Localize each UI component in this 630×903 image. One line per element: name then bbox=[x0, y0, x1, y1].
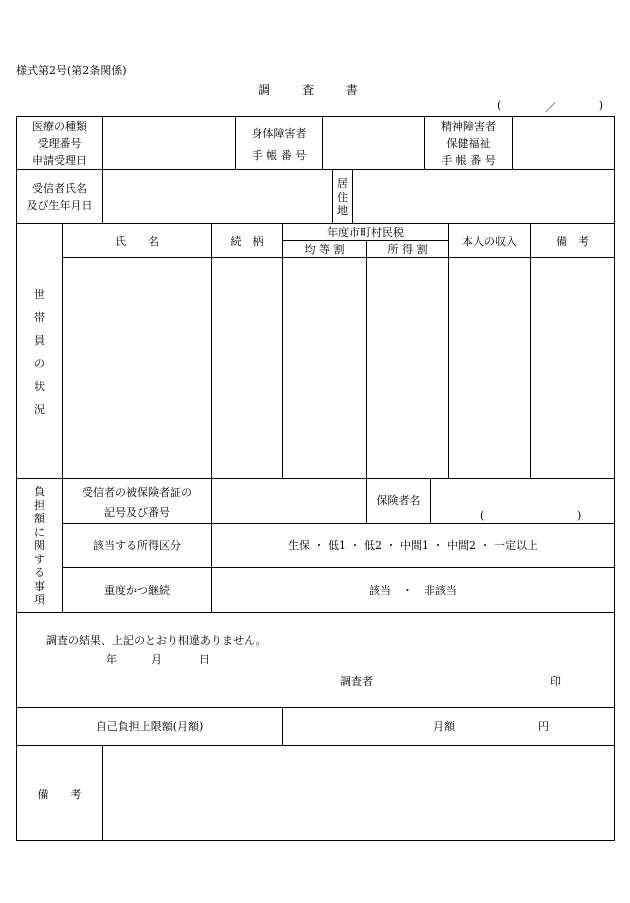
insurance-card-label-1: 受信者の被保険者証の bbox=[82, 486, 192, 499]
col-tax: 年度市町村民税 bbox=[327, 226, 404, 239]
burden-side-char-4: に bbox=[34, 525, 45, 539]
seal-label: 印 bbox=[550, 675, 561, 688]
mental-cert-label-2: 保健福祉 bbox=[446, 137, 491, 151]
household-side-char-1: 世 bbox=[34, 288, 45, 301]
household-side-char-5: 状 bbox=[34, 380, 45, 393]
medical-type-cell bbox=[17, 118, 102, 169]
burden-side-char-2: 担 bbox=[34, 498, 45, 512]
insurer-paren-open: ( bbox=[480, 509, 485, 522]
income-class-options[interactable]: 生保 ・ 低1 ・ 低2 ・ 中間1 ・ 中間2 ・ 一定以上 bbox=[288, 539, 538, 552]
mental-cert-label-3: 手 帳 番 号 bbox=[441, 154, 496, 168]
disability-cert-input[interactable] bbox=[323, 117, 424, 169]
household-side-char-2: 帯 bbox=[34, 311, 45, 324]
mental-cert-cell bbox=[425, 118, 512, 169]
residence-char-2: 住 bbox=[337, 190, 348, 204]
insurer-paren-close: ) bbox=[577, 509, 582, 522]
certification-statement: 調査の結果、上記のとおり相違ありません。 bbox=[46, 634, 267, 647]
household-side-char-6: 況 bbox=[34, 403, 45, 416]
burden-side-char-5: 関 bbox=[34, 539, 45, 552]
insurer-name-input[interactable] bbox=[431, 479, 614, 523]
burden-side-char-1: 負 bbox=[34, 485, 45, 498]
monthly-label: 月額 bbox=[433, 720, 455, 733]
insurance-card-label-2: 記号及び番号 bbox=[104, 506, 170, 519]
monthly-amount-input[interactable] bbox=[460, 712, 535, 738]
household-side-label bbox=[17, 283, 62, 421]
application-date-label: 申請受理日 bbox=[32, 154, 87, 168]
household-side-char-4: の bbox=[34, 357, 45, 370]
col-relation: 続 柄 bbox=[230, 235, 264, 248]
residence-char-1: 居 bbox=[337, 177, 348, 190]
insurance-card-cell bbox=[63, 483, 211, 523]
burden-side-char-6: す bbox=[34, 552, 45, 566]
page-title: 調 査 書 bbox=[258, 83, 372, 97]
disability-cert-cell bbox=[236, 123, 322, 167]
residence-char-3: 地 bbox=[337, 204, 348, 217]
household-members-area[interactable] bbox=[63, 258, 614, 478]
residence-label bbox=[333, 177, 352, 218]
residence-input[interactable] bbox=[353, 170, 614, 223]
insurer-name-label: 保険者名 bbox=[376, 494, 421, 507]
disability-cert-label-2: 手 帳 番 号 bbox=[251, 149, 307, 162]
cert-date-year: 年 bbox=[106, 653, 117, 666]
cert-date-day: 日 bbox=[199, 653, 210, 666]
burden-side-char-7: る bbox=[34, 566, 45, 579]
burden-side-char-9: 項 bbox=[34, 593, 45, 606]
col-tax-income: 所 得 割 bbox=[387, 243, 428, 256]
yen-label: 円 bbox=[538, 720, 549, 733]
household-side-char-3: 員 bbox=[34, 334, 45, 347]
recipient-input[interactable] bbox=[103, 170, 332, 223]
col-name: 氏 名 bbox=[115, 235, 159, 248]
recipient-label-2: 及び生年月日 bbox=[26, 199, 93, 213]
date-close-paren: ) bbox=[598, 99, 603, 112]
remarks-label: 備 考 bbox=[37, 788, 82, 801]
mental-cert-label-1: 精神障害者 bbox=[441, 120, 496, 133]
col-remarks: 備 考 bbox=[556, 235, 589, 248]
col-income: 本人の収入 bbox=[462, 235, 517, 248]
recipient-label-1: 受信者氏名 bbox=[32, 182, 87, 195]
medical-type-label: 医療の種類 bbox=[32, 120, 87, 133]
income-class-label: 該当する所得区分 bbox=[93, 539, 181, 552]
limit-label: 自己負担上限額(月額) bbox=[95, 720, 204, 733]
disability-cert-label-1: 身体障害者 bbox=[251, 127, 307, 140]
reception-number-label: 受理番号 bbox=[37, 137, 82, 151]
burden-side-char-8: 事 bbox=[34, 579, 45, 593]
date-open-paren: ( bbox=[497, 99, 502, 112]
medical-type-input[interactable] bbox=[103, 117, 235, 169]
investigator-input[interactable] bbox=[385, 668, 535, 690]
investigator-label: 調査者 bbox=[340, 675, 373, 688]
recipient-cell bbox=[17, 180, 102, 214]
mental-cert-input[interactable] bbox=[513, 117, 614, 169]
cert-date-month: 月 bbox=[151, 653, 162, 666]
serious-continuing-label: 重度かつ継続 bbox=[104, 584, 170, 597]
serious-continuing-options[interactable]: 該当 ・ 非該当 bbox=[369, 584, 457, 597]
insurance-card-input[interactable] bbox=[212, 479, 366, 523]
col-tax-equal: 均 等 割 bbox=[304, 243, 345, 256]
form-number: 様式第2号(第2条関係) bbox=[16, 64, 127, 77]
burden-side-char-3: 額 bbox=[34, 512, 45, 525]
burden-side-label bbox=[17, 485, 62, 607]
date-slash: ／ bbox=[545, 101, 556, 114]
remarks-input[interactable] bbox=[103, 746, 614, 840]
